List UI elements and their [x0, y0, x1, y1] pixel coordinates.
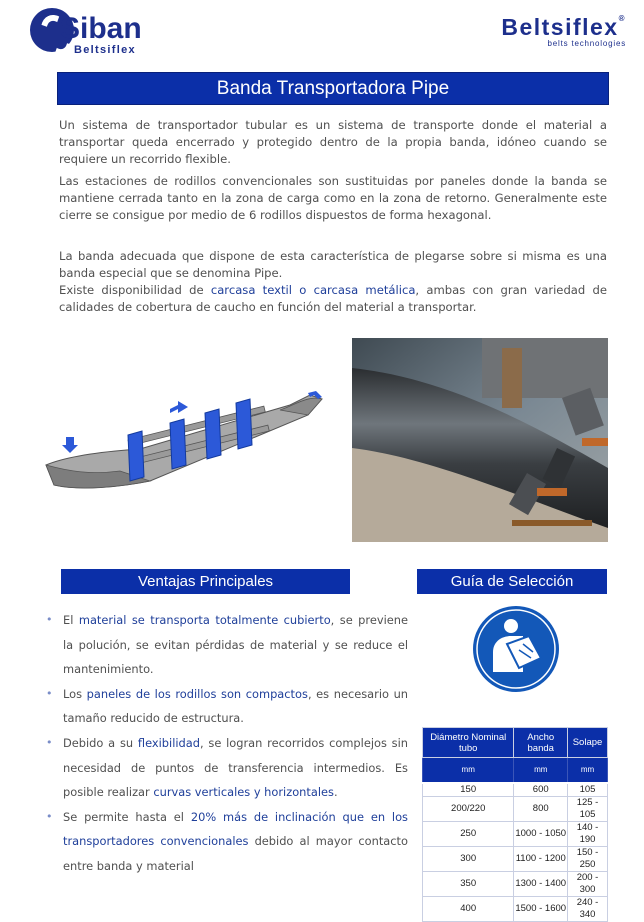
beltsiflex-logo — [466, 14, 626, 58]
pipe-conveyor-photo — [352, 338, 608, 542]
list-item: • Debido a su flexibilidad, se logran recorridos complejos sin necesidad de puntos de transferencia intermedios. Es posible realizar curvas verticales y horizontales. — [46, 731, 408, 805]
read-manual-icon — [471, 604, 561, 694]
selection-table — [422, 727, 608, 922]
table-row: 400 1500 - 1600 240 - 340 — [423, 896, 608, 921]
list-item: • Se permite hasta el 20% más de inclinación que en los transportadores convencionales debido al mayor contacto entre banda y material — [46, 805, 408, 879]
table-row: 200/220 800 125 - 105 — [423, 796, 608, 821]
table-row: 250 1000 - 1050 140 - 190 — [423, 821, 608, 846]
registered-mark: ® — [618, 14, 626, 23]
intro-paragraph-3 — [59, 248, 607, 316]
section-guia-header: Guía de Selección — [417, 569, 607, 594]
list-item: • Los paneles de los rodillos son compactos, es necesario un tamaño reducido de estructura. — [46, 682, 408, 731]
intro-paragraph-1: Un sistema de transportador tubular es un sistema de transporte donde el material a transportar queda encerrado y protegido dentro de la propia banda, idóneo cuando se requiere un recorrido flexible. — [59, 118, 607, 166]
pipe-conveyor-diagram — [40, 385, 330, 505]
unit-solape: mm — [568, 758, 608, 783]
beltsiflex-logo-sub: belts technologies — [547, 39, 626, 48]
table-row: 350 1300 - 1400 200 - 300 — [423, 871, 608, 896]
carcasa-highlight: carcasa textil o carcasa metálica — [210, 283, 416, 297]
siban-logo-word: Siban — [60, 12, 142, 45]
section-ventajas-header: Ventajas Principales — [61, 569, 350, 594]
beltsiflex-logo-word: Beltsiflex — [501, 14, 619, 40]
page-title: Banda Transportadora Pipe — [57, 72, 609, 105]
siban-logo-sub: Beltsiflex — [74, 44, 136, 56]
unit-ancho: mm — [514, 758, 568, 783]
intro-paragraph-2: Las estaciones de rodillos convencionales son sustituidas por paneles donde la banda se mantiene cerrada tanto en la zona de carga como en la zona de retorno. Generalmente este cierre se consigue por medio de 6 rodillos dispuestos de forma hexagonal. — [59, 174, 607, 222]
ventajas-list — [46, 608, 408, 879]
col-header-solape: Solape — [568, 728, 608, 758]
siban-logo — [30, 8, 150, 54]
intro-paragraph-3a: La banda adecuada que dispone de esta característica de plegarse sobre si misma es una banda especial que se denomina Pipe. — [59, 249, 607, 280]
col-header-diametro: Diámetro Nominal tubo — [423, 728, 514, 758]
table-row: 300 1100 - 1200 150 - 250 — [423, 846, 608, 871]
list-item: • El material se transporta totalmente cubierto, se previene la polución, se evitan pérdidas de material y se reduce el mantenimiento. — [46, 608, 408, 682]
table-row: 150 600 105 — [423, 783, 608, 797]
unit-diametro: mm — [423, 758, 514, 783]
col-header-ancho: Ancho banda — [514, 728, 568, 758]
intro-paragraph-3b: Existe disponibilidad de carcasa textil o carcasa metálica, ambas con gran variedad de calidades de cobertura de caucho en función del material a transportar. — [59, 283, 607, 314]
